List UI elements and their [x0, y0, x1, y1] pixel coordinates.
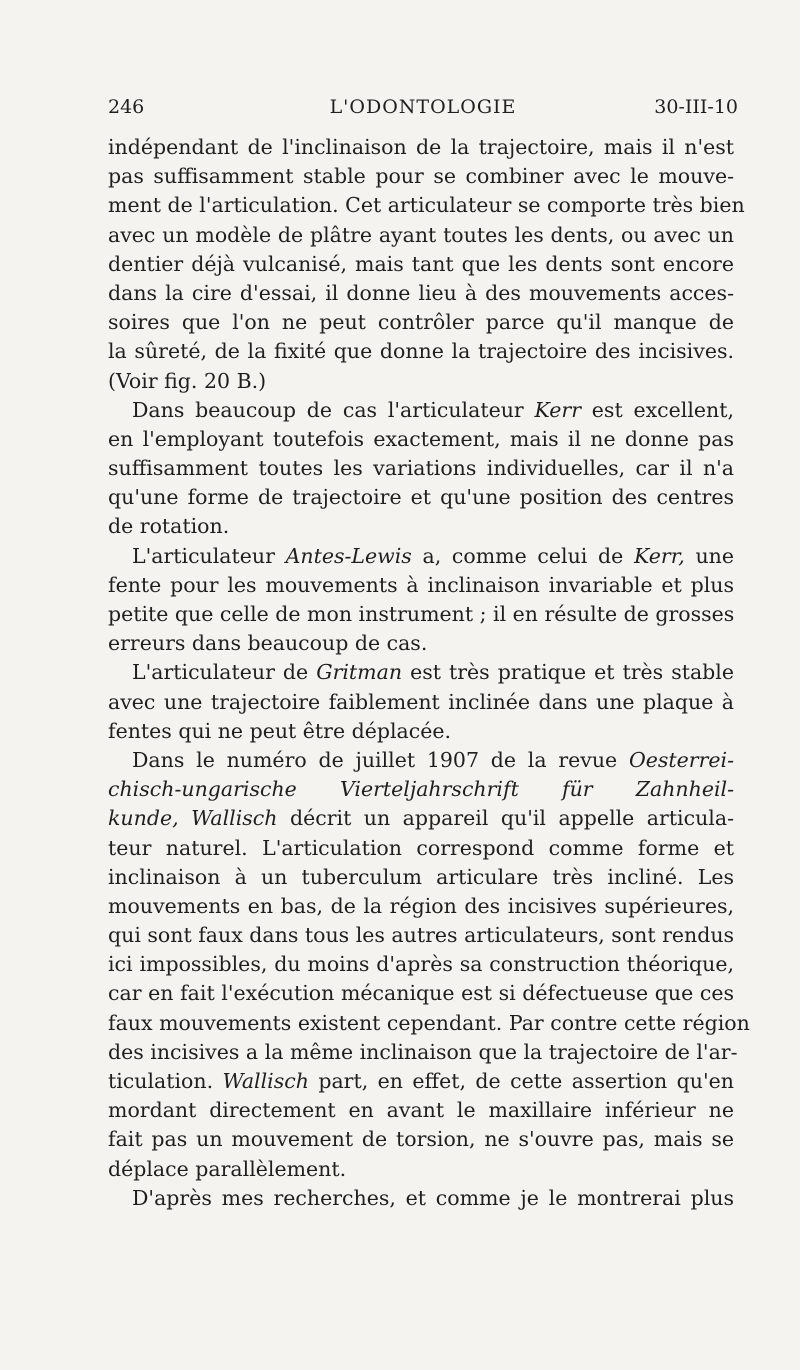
text-segment: ici impossibles, du moins d'après sa construction théorique,: [108, 952, 734, 977]
text-line: [108, 1038, 738, 1067]
text-segment: décrit un appareil qu'il appelle articula-: [277, 806, 735, 831]
text-line: [108, 221, 734, 250]
text-line: [108, 133, 734, 162]
text-line: [108, 863, 734, 892]
text-segment: dans la cire d'essai, il donne lieu à des mouvements acces-: [108, 280, 734, 305]
text-segment: est excellent,: [581, 397, 734, 422]
text-segment: soires que l'on ne peut contrôler parce qu'il manque de: [108, 310, 734, 335]
italic-text: Antes-Lewis: [285, 543, 412, 568]
text-segment: inclinaison à un tuberculum articulare très incliné. Les: [108, 864, 734, 889]
text-line: [108, 396, 734, 425]
text-segment: la sûreté, de la fixité que donne la trajectoire des incisives.: [108, 339, 734, 364]
text-segment: de rotation.: [108, 514, 230, 539]
text-segment: petite que celle de mon instrument ; il en résulte de grosses: [108, 602, 735, 626]
text-line: [108, 483, 734, 512]
text-line: [108, 542, 734, 571]
text-segment: L'articulateur de: [132, 660, 317, 685]
italic-text: Wallisch: [222, 1069, 309, 1093]
text-line: [108, 921, 734, 950]
text-segment: mordant directement en avant le maxillaire inférieur ne: [108, 1098, 734, 1123]
text-line: [108, 1155, 734, 1184]
text-segment: pas suffisamment stable pour se combiner avec le mouve-: [108, 164, 734, 189]
text-segment: fentes qui ne peut être déplacée.: [108, 718, 452, 743]
italic-text: Gritman: [316, 660, 403, 685]
text-segment: Dans beaucoup de cas l'articulateur: [132, 397, 535, 422]
running-header: [108, 96, 738, 126]
text-line: [108, 1009, 750, 1038]
italic-text: kunde, Wallisch: [108, 806, 278, 831]
text-line: [108, 425, 734, 454]
text-line: [108, 950, 734, 979]
text-segment: a, comme celui de: [411, 543, 634, 568]
issue-date: 30-III-10: [654, 96, 738, 118]
text-segment: erreurs dans beaucoup de cas.: [108, 631, 428, 656]
text-line: [108, 892, 734, 921]
text-line: [108, 979, 734, 1008]
text-segment: mouvements en bas, de la région des incisives supérieures,: [108, 893, 734, 918]
journal-title: L'ODONTOLOGIE: [329, 96, 517, 118]
text-segment: Dans le numéro de juillet 1907 de la revue: [132, 747, 629, 772]
text-segment: part, en effet, de cette assertion qu'en: [308, 1069, 734, 1093]
text-line: [108, 600, 734, 629]
text-segment: qu'une forme de trajectoire et qu'une position des centres: [108, 485, 734, 510]
text-segment: ment de l'articulation. Cet articulateur se comporte très bien: [108, 193, 745, 218]
text-segment: L'articulateur: [132, 543, 286, 568]
text-segment: (Voir fig. 20 B.): [108, 368, 267, 393]
italic-text: Kerr,: [634, 543, 685, 568]
text-line: [108, 571, 734, 600]
text-segment: qui sont faux dans tous les autres articulateurs, sont rendus: [108, 923, 735, 948]
text-line: [108, 1067, 734, 1096]
text-line: [108, 454, 734, 483]
italic-text: Oesterrei-: [628, 747, 734, 772]
text-line: [108, 629, 734, 658]
text-segment: fente pour les mouvements à inclinaison invariable et plus: [108, 572, 734, 597]
text-line: [108, 658, 734, 687]
text-line: [108, 1184, 734, 1213]
text-segment: déplace parallèlement.: [108, 1156, 347, 1181]
body-text: [108, 133, 750, 1213]
text-segment: des incisives a la même inclinaison que la trajectoire de l'ar-: [108, 1039, 738, 1064]
text-segment: une: [684, 543, 734, 568]
italic-text: chisch-ungarische Vierteljahrschrift für Zahnheil-: [108, 777, 734, 802]
page-number: 246: [108, 96, 145, 118]
text-line: [108, 775, 734, 804]
text-line: [108, 688, 734, 717]
text-segment: teur naturel. L'articulation correspond comme forme et: [108, 835, 734, 860]
text-line: [108, 162, 734, 191]
text-segment: est très pratique et très stable: [402, 660, 734, 685]
text-line: [108, 191, 745, 220]
text-line: [108, 279, 734, 308]
text-segment: car en fait l'exécution mécanique est si défectueuse que ces: [108, 981, 734, 1006]
text-line: [108, 250, 734, 279]
text-segment: suffisamment toutes les variations individuelles, car il n'a: [108, 456, 734, 481]
text-segment: indépendant de l'inclinaison de la trajectoire, mais il n'est: [108, 135, 734, 159]
text-line: [108, 308, 734, 337]
italic-text: Kerr: [534, 397, 581, 422]
text-line: [108, 512, 734, 541]
text-line: [108, 1125, 734, 1154]
text-segment: faux mouvements existent cependant. Par contre cette région: [108, 1010, 750, 1035]
text-line: [108, 337, 734, 366]
text-segment: dentier déjà vulcanisé, mais tant que les dents sont encore: [108, 251, 734, 276]
text-line: [108, 834, 734, 863]
text-segment: en l'employant toutefois exactement, mais il ne donne pas: [108, 426, 734, 451]
text-segment: avec un modèle de plâtre ayant toutes les dents, ou avec un: [108, 222, 734, 247]
text-line: [108, 367, 734, 396]
text-segment: ticulation.: [108, 1069, 223, 1093]
text-segment: avec une trajectoire faiblement inclinée dans une plaque à: [108, 689, 734, 714]
text-segment: D'après mes recherches, et comme je le montrerai plus: [132, 1185, 734, 1210]
text-segment: fait pas un mouvement de torsion, ne s'ouvre pas, mais se: [108, 1127, 734, 1152]
text-line: [108, 746, 734, 775]
text-line: [108, 717, 734, 746]
text-line: [108, 1096, 734, 1125]
text-line: [108, 804, 734, 833]
